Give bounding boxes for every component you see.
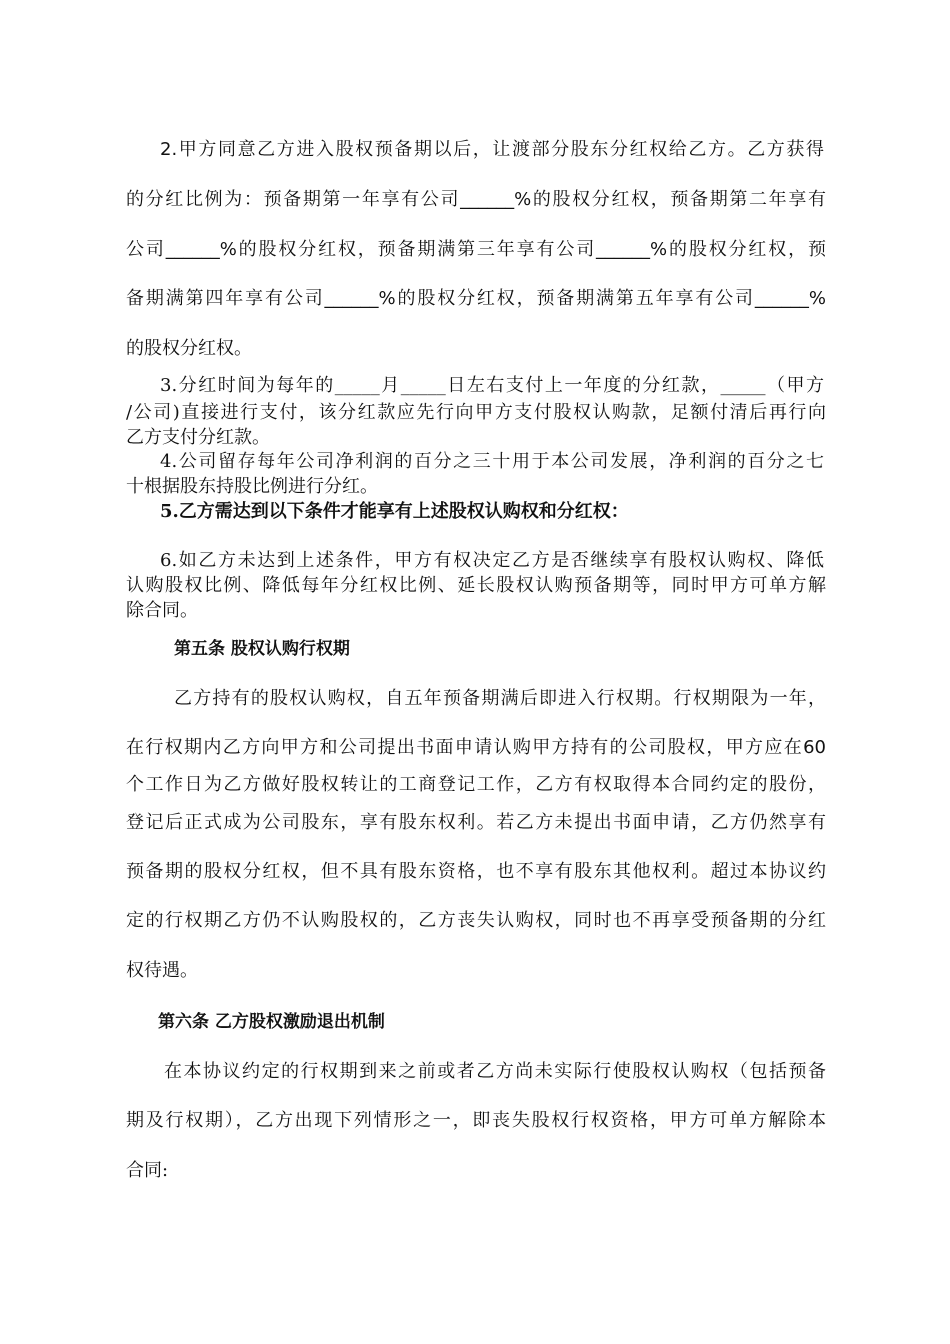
clause-5-line-6: 定的行权期乙方仍不认购股权的，乙方丧失认购权，同时也不再享受预备期的分红	[126, 910, 826, 931]
item-6-line-3: 除合同。	[126, 600, 198, 621]
clause-5-line-2: 在行权期内乙方向甲方和公司提出书面申请认购甲方持有的公司股权，甲方应在60	[126, 737, 826, 758]
item-3-line-2: /公司)直接进行支付，该分红款应先行向甲方支付股权认购款，足额付清后再行向	[126, 402, 826, 423]
clause-6-heading: 第六条 乙方股权激励退出机制	[158, 1012, 385, 1032]
item-6-line-1: 6.如乙方未达到上述条件，甲方有权决定乙方是否继续享有股权认购权、降低	[160, 550, 824, 571]
item-4-line-2: 十根据股东持股比例进行分红。	[126, 476, 378, 497]
item-2-line-5: 的股权分红权。	[126, 338, 252, 359]
clause-6-line-1: 在本协议约定的行权期到来之前或者乙方尚未实际行使股权认购权（包括预备	[164, 1061, 826, 1082]
clause-5-line-1: 乙方持有的股权认购权，自五年预备期满后即进入行权期。行权期限为一年，	[174, 688, 826, 709]
clause-5-heading: 第五条 股权认购行权期	[174, 639, 350, 659]
item-3-line-3: 乙方支付分红款。	[126, 427, 270, 448]
clause-6-line-3: 合同:	[126, 1160, 169, 1181]
item-5-line: 5.乙方需达到以下条件才能享有上述股权认购权和分红权：	[160, 501, 629, 522]
item-6-line-2: 认购股权比例、降低每年分红权比例、延长股权认购预备期等，同时甲方可单方解	[126, 575, 826, 596]
item-2-line-3: 公司______%的股权分红权，预备期满第三年享有公司______%的股权分红权，预	[126, 239, 826, 260]
clause-5-line-3: 个工作日为乙方做好股权转让的工商登记工作，乙方有权取得本合同约定的股份，	[126, 774, 826, 795]
clause-5-line-4: 登记后正式成为公司股东，享有股东权利。若乙方未提出书面申请，乙方仍然享有	[126, 812, 826, 833]
clause-5-line-5: 预备期的股权分红权，但不具有股东资格，也不享有股东其他权利。超过本协议约	[126, 861, 826, 882]
clause-5-line-7: 权待遇。	[126, 960, 198, 981]
item-2-line-2: 的分红比例为：预备期第一年享有公司______%的股权分红权，预备期第二年享有	[126, 189, 826, 210]
item-4-line-1: 4.公司留存每年公司净利润的百分之三十用于本公司发展，净利润的百分之七	[160, 451, 824, 472]
item-2-line-4: 备期满第四年享有公司______%的股权分红权，预备期满第五年享有公司______%	[126, 288, 826, 309]
item-3-line-1: 3.分红时间为每年的_____月_____日左右支付上一年度的分红款，_____（甲方	[160, 375, 824, 396]
item-2-line-1: 2.甲方同意乙方进入股权预备期以后，让渡部分股东分红权给乙方。乙方获得	[160, 139, 824, 160]
clause-6-line-2: 期及行权期），乙方出现下列情形之一，即丧失股权行权资格，甲方可单方解除本	[126, 1110, 826, 1131]
